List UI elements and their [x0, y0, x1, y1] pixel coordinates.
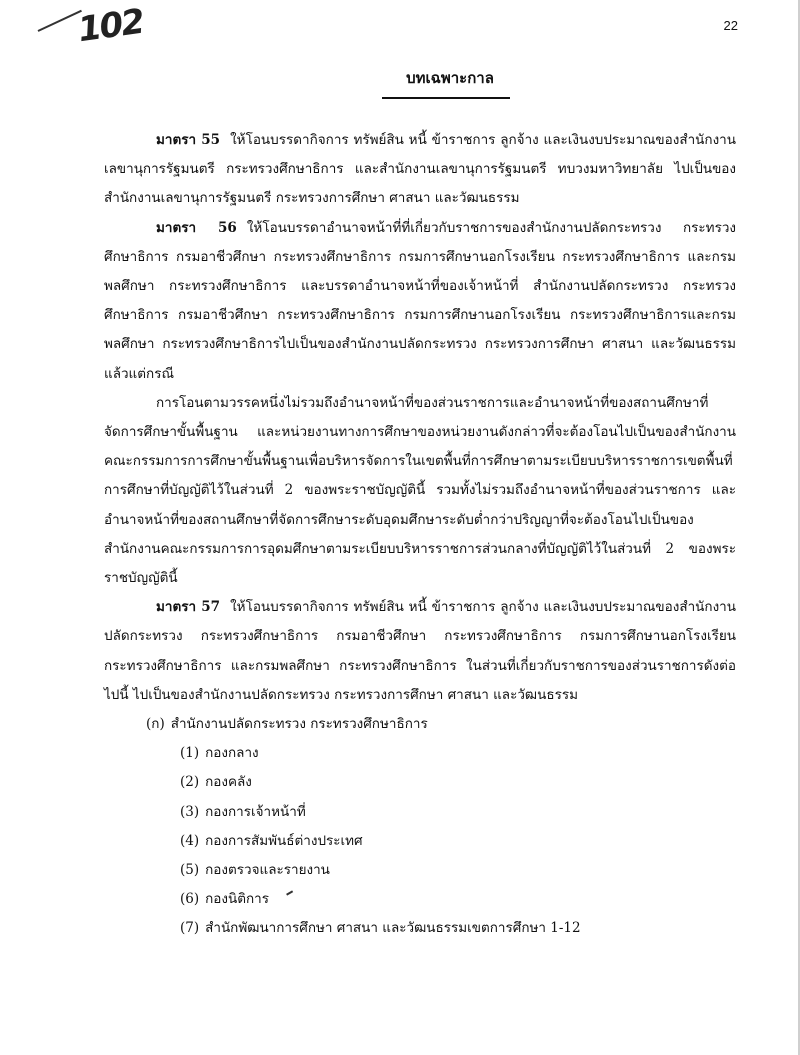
list-item-marker: (1) [180, 745, 200, 762]
title-underline [382, 97, 510, 99]
list-item-text: กองตรวจและรายงาน [205, 862, 330, 879]
document-body [104, 126, 736, 944]
list-item-text: กองกลาง [205, 745, 259, 762]
section-title: บทเฉพาะกาล [406, 69, 494, 87]
list-item-marker: (3) [180, 803, 200, 820]
list-item [104, 739, 736, 768]
section-56-label: มาตรา 56 [156, 219, 237, 236]
list-item-text: กองนิติการ [205, 891, 269, 908]
page-number: 22 [723, 18, 738, 33]
list-group-marker: (ก) [146, 716, 165, 733]
list-group-heading [104, 710, 736, 739]
section-56-paragraph [104, 214, 736, 389]
section-55-text: ให้โอนบรรดากิจการ ทรัพย์สิน หนี้ ข้าราชการ ลูกจ้าง และเงินงบประมาณของสำนักงานเลขานุการรัฐมนตรี กระทรวงศึกษาธิการ และสำนักงานเลขานุการรัฐมนตรี ทบวงมหาวิทยาลัย ไปเป็นของสำนักงานเลขานุการรัฐมนตรี กระทรวงการศึกษา ศาสนา และวัฒนธรรม [104, 132, 736, 207]
list-group-text: สำนักงานปลัดกระทรวง กระทรวงศึกษาธิการ [170, 716, 428, 733]
list-item-text: กองคลัง [205, 774, 252, 791]
list-item-marker: (4) [180, 832, 200, 849]
list-item [104, 885, 736, 914]
list-item [104, 856, 736, 885]
list-item-marker: (6) [180, 891, 200, 908]
list-item-marker: (2) [180, 774, 200, 791]
section-57-paragraph [104, 593, 736, 710]
list-item-text: กองการเจ้าหน้าที่ [205, 803, 306, 820]
section-55-paragraph [104, 126, 736, 214]
list-item [104, 914, 736, 943]
section-57-text: ให้โอนบรรดากิจการ ทรัพย์สิน หนี้ ข้าราชการ ลูกจ้าง และเงินงบประมาณของสำนักงานปลัดกระทรวง กระทรวงศึกษาธิการ กรมอาชีวศึกษา กระทรวงศึกษาธิการ กรมการศึกษานอกโรงเรียน กระทรวงศึกษาธิการ และกรมพลศึกษา กระทรวงศึกษาธิการ ในส่วนที่เกี่ยวกับราชการของส่วนราชการดังต่อไปนี้ ไปเป็นของสำนักงานปลัดกระทรวง กระทรวงการศึกษา ศาสนา และวัฒนธรรม [104, 599, 736, 703]
section-56-text: ให้โอนบรรดาอำนาจหน้าที่ที่เกี่ยวกับราชการของสำนักงานปลัดกระทรวง กระทรวงศึกษาธิการ กรมอาชีวศึกษา กระทรวงศึกษาธิการ กรมการศึกษานอกโรงเรียน กระทรวงศึกษาธิการ และกรมพลศึกษา กระทรวงศึกษาธิการ และบรรดาอำนาจหน้าที่ของเจ้าหน้าที่ สำนักงานปลัดกระทรวง กระทรวงศึกษาธิการ กรมอาชีวศึกษา กระทรวงศึกษาธิการ กรมการศึกษานอกโรงเรียน กระทรวงศึกษาธิการและกรมพลศึกษา กระทรวงศึกษาธิการไปเป็นของสำนักงานปลัดกระทรวง กระทรวงการศึกษา ศาสนา และวัฒนธรรม แล้วแต่กรณี [104, 219, 736, 382]
handwritten-page-mark: 102 [75, 1, 146, 51]
list-item-text: สำนักพัฒนาการศึกษา ศาสนา และวัฒนธรรมเขตการศึกษา 1-12 [205, 920, 581, 937]
section-55-label: มาตรา 55 [156, 132, 221, 148]
section-57-label: มาตรา 57 [156, 599, 221, 616]
section-56-second-paragraph: การโอนตามวรรคหนึ่งไม่รวมถึงอำนาจหน้าที่ของส่วนราชการและอำนาจหน้าที่ของสถานศึกษาที่จัดการศึกษาขั้นพื้นฐาน และหน่วยงานทางการศึกษาของหน่วยงานดังกล่าวที่จะต้องโอนไปเป็นของสำนักงานคณะกรรมการการศึกษาขั้นพื้นฐานเพื่อบริหารจัดการในเขตพื้นที่การศึกษาตามระเบียบบริหารราชการเขตพื้นที่การศึกษาที่บัญญัติไว้ในส่วนที่ 2 ของพระราชบัญญัตินี้ รวมทั้งไม่รวมถึงอำนาจหน้าที่ของส่วนราชการ และอำนาจหน้าที่ของสถานศึกษาที่จัดการศึกษาระดับอุดมศึกษาระดับต่ำกว่าปริญญาที่จะต้องโอนไปเป็นของสำนักงานคณะกรรมการการอุดมศึกษาตามระเบียบบริหารราชการส่วนกลางที่บัญญัติไว้ในส่วนที่ 2 ของพระราชบัญญัตินี้ [104, 394, 736, 587]
list-item-text: กองการสัมพันธ์ต่างประเทศ [205, 832, 363, 849]
list-item-marker: (5) [180, 862, 200, 879]
transfer-unit-list [104, 710, 736, 944]
list-item [104, 827, 736, 856]
list-item-marker: (7) [180, 920, 200, 937]
list-item [104, 768, 736, 797]
list-item [104, 798, 736, 827]
